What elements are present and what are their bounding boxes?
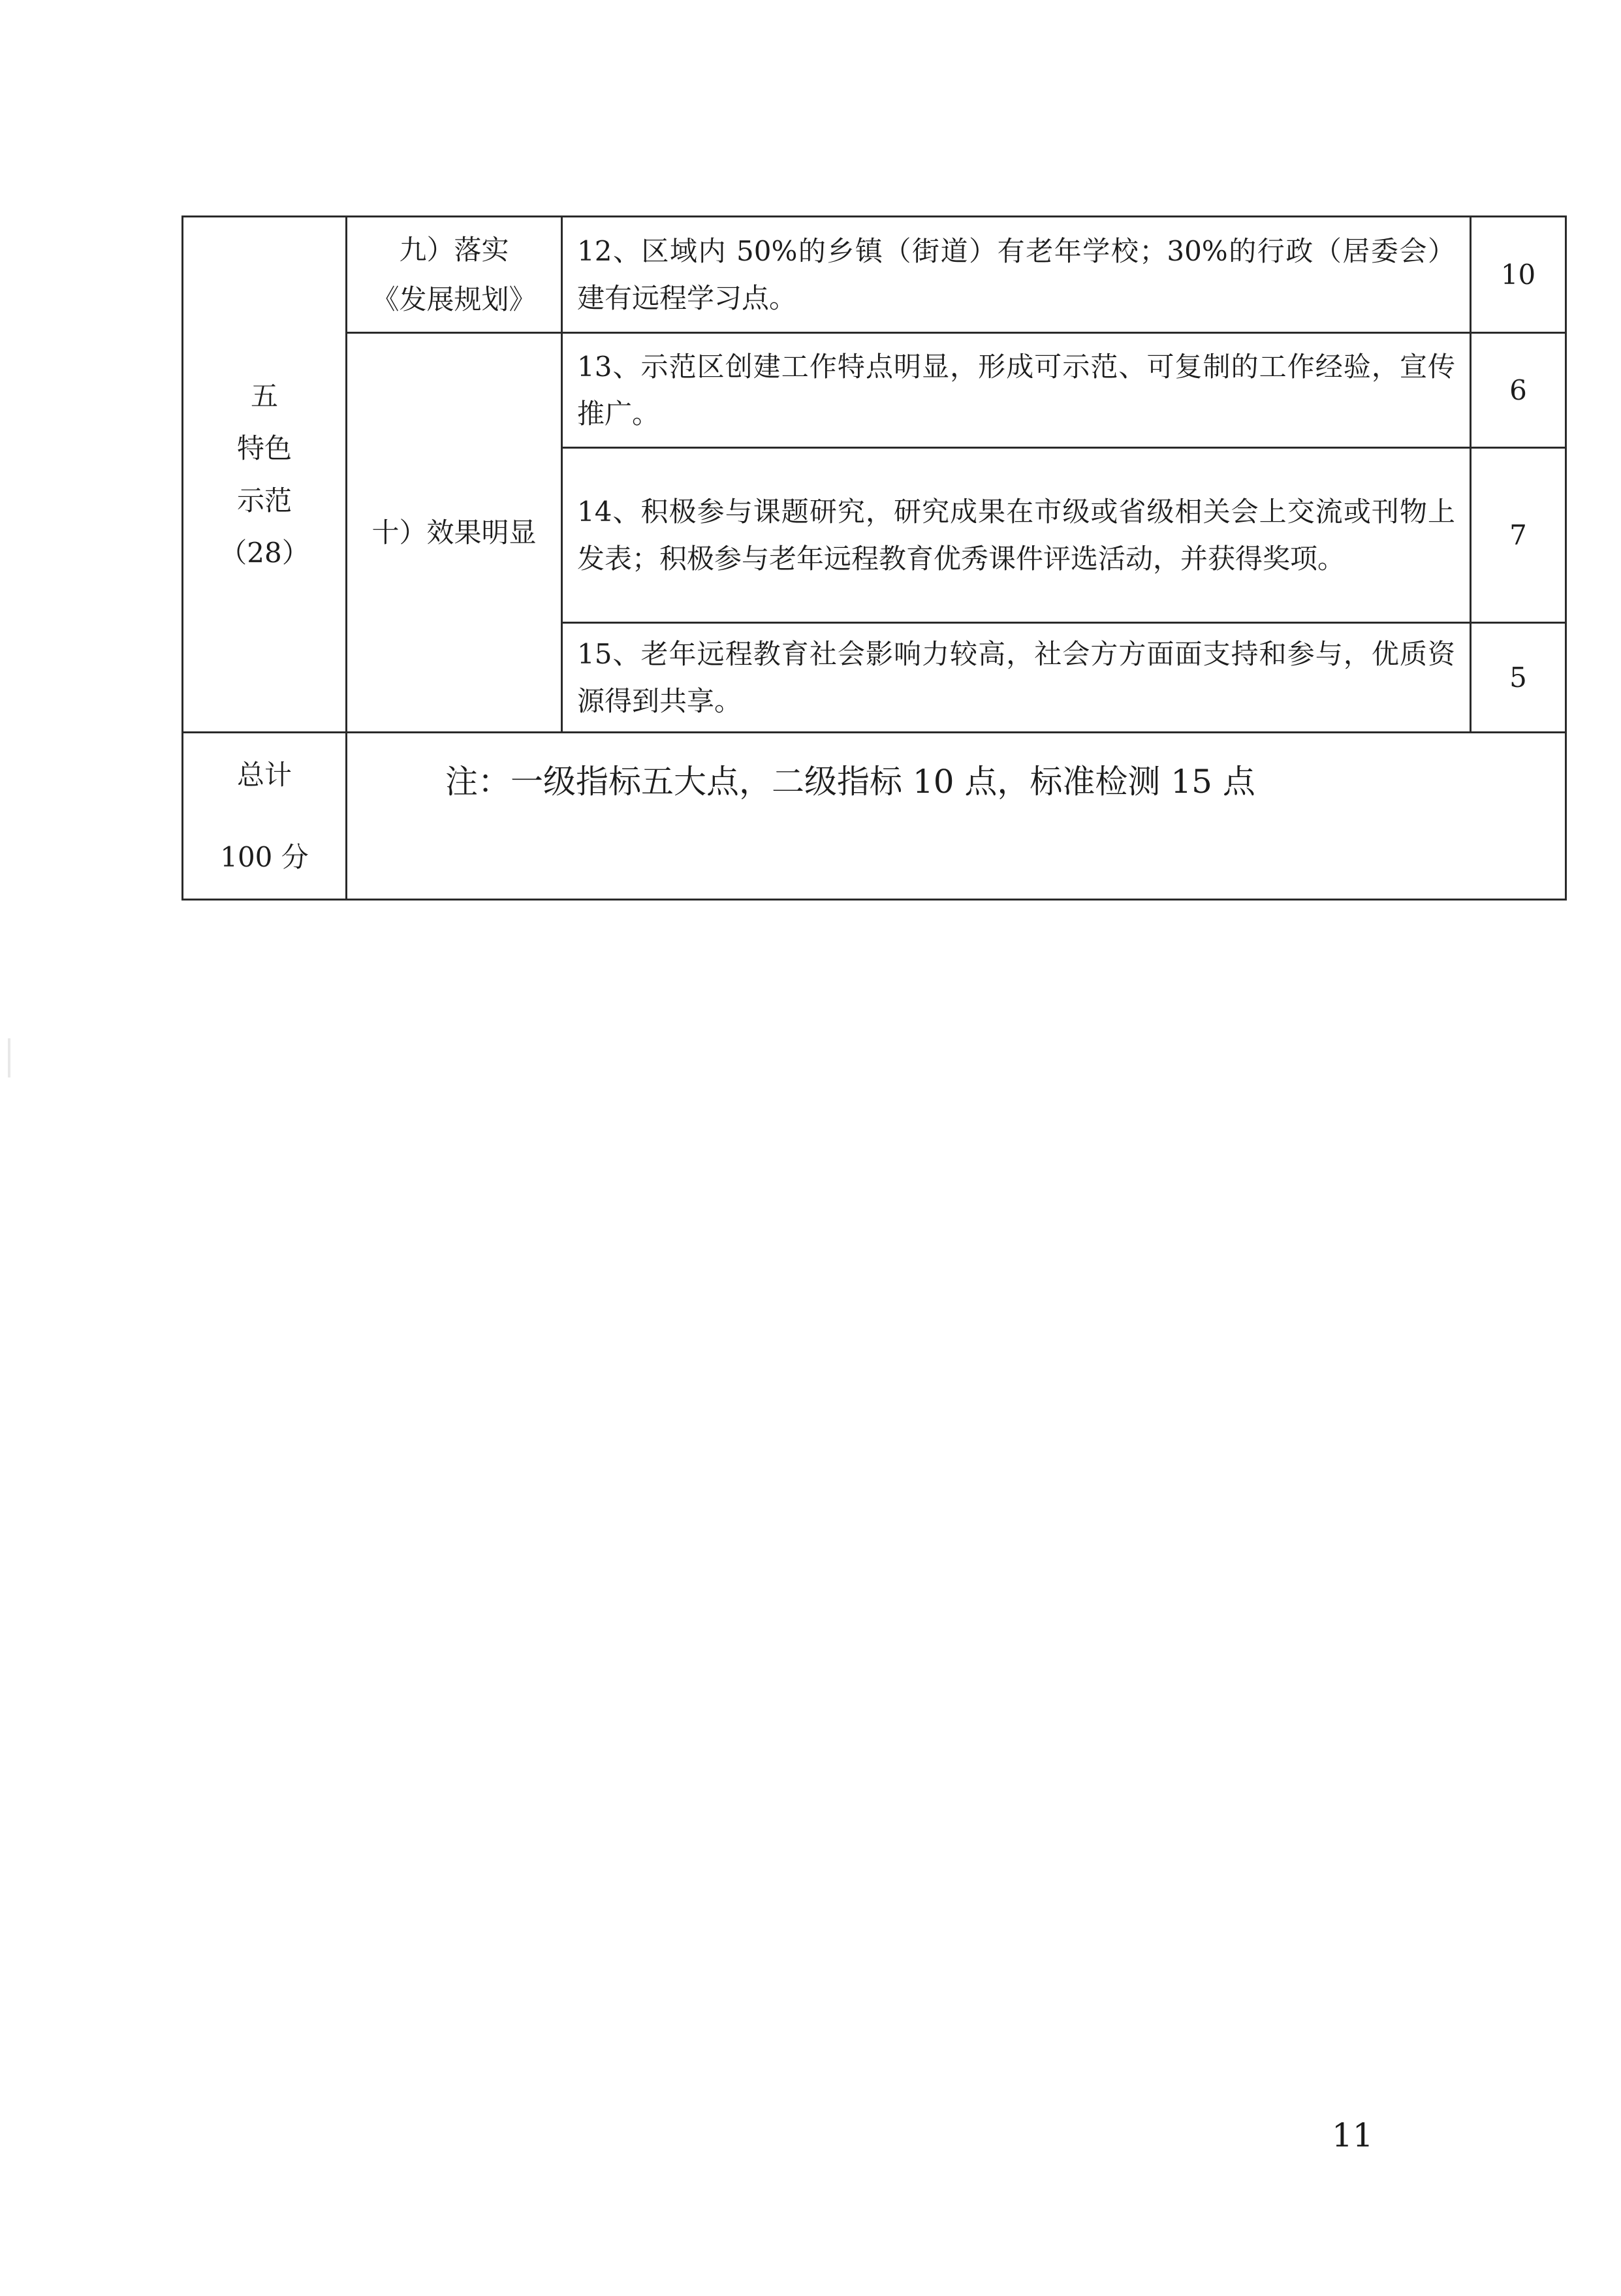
table-row bbox=[183, 333, 1566, 448]
subcategory-9-cell bbox=[347, 217, 562, 333]
subcategory-10-cell: 十）效果明显 bbox=[347, 333, 562, 733]
evaluation-table bbox=[181, 215, 1567, 901]
category-cell bbox=[183, 217, 347, 733]
category-score: （28） bbox=[219, 536, 309, 569]
criterion-text: 14、积极参与课题研究，研究成果在市级或省级相关会上交流或刊物上发表；积极参与老年远程教育优秀课件评选活动，并获得奖项。 bbox=[562, 448, 1471, 623]
table-row bbox=[183, 733, 1566, 900]
criterion-text: 15、老年远程教育社会影响力较高，社会方方面面支持和参与，优质资源得到共享。 bbox=[562, 623, 1471, 733]
total-points: 100 分 bbox=[220, 840, 309, 873]
page-number: 11 bbox=[1332, 2116, 1374, 2154]
total-label: 总计 bbox=[236, 758, 292, 791]
criterion-text: 13、示范区创建工作特点明显，形成可示范、可复制的工作经验，宣传推广。 bbox=[562, 333, 1471, 448]
category-name-line2: 示范 bbox=[236, 484, 292, 517]
note-cell: 注：一级指标五大点，二级指标 10 点，标准检测 15 点 bbox=[347, 733, 1566, 900]
scan-mark bbox=[8, 1038, 10, 1077]
category-name-line1: 特色 bbox=[236, 432, 292, 464]
criterion-score: 6 bbox=[1471, 333, 1566, 448]
subcategory-9-line2: 《发展规划》 bbox=[371, 283, 537, 315]
criterion-text: 12、区域内 50%的乡镇（街道）有老年学校；30%的行政（居委会）建有远程学习点。 bbox=[562, 217, 1471, 333]
table-row bbox=[183, 217, 1566, 333]
criterion-score: 10 bbox=[1471, 217, 1566, 333]
criterion-score: 5 bbox=[1471, 623, 1566, 733]
criterion-score: 7 bbox=[1471, 448, 1566, 623]
subcategory-9-line1: 九）落实 bbox=[399, 233, 509, 266]
total-cell bbox=[183, 733, 347, 900]
category-number: 五 bbox=[250, 379, 278, 412]
